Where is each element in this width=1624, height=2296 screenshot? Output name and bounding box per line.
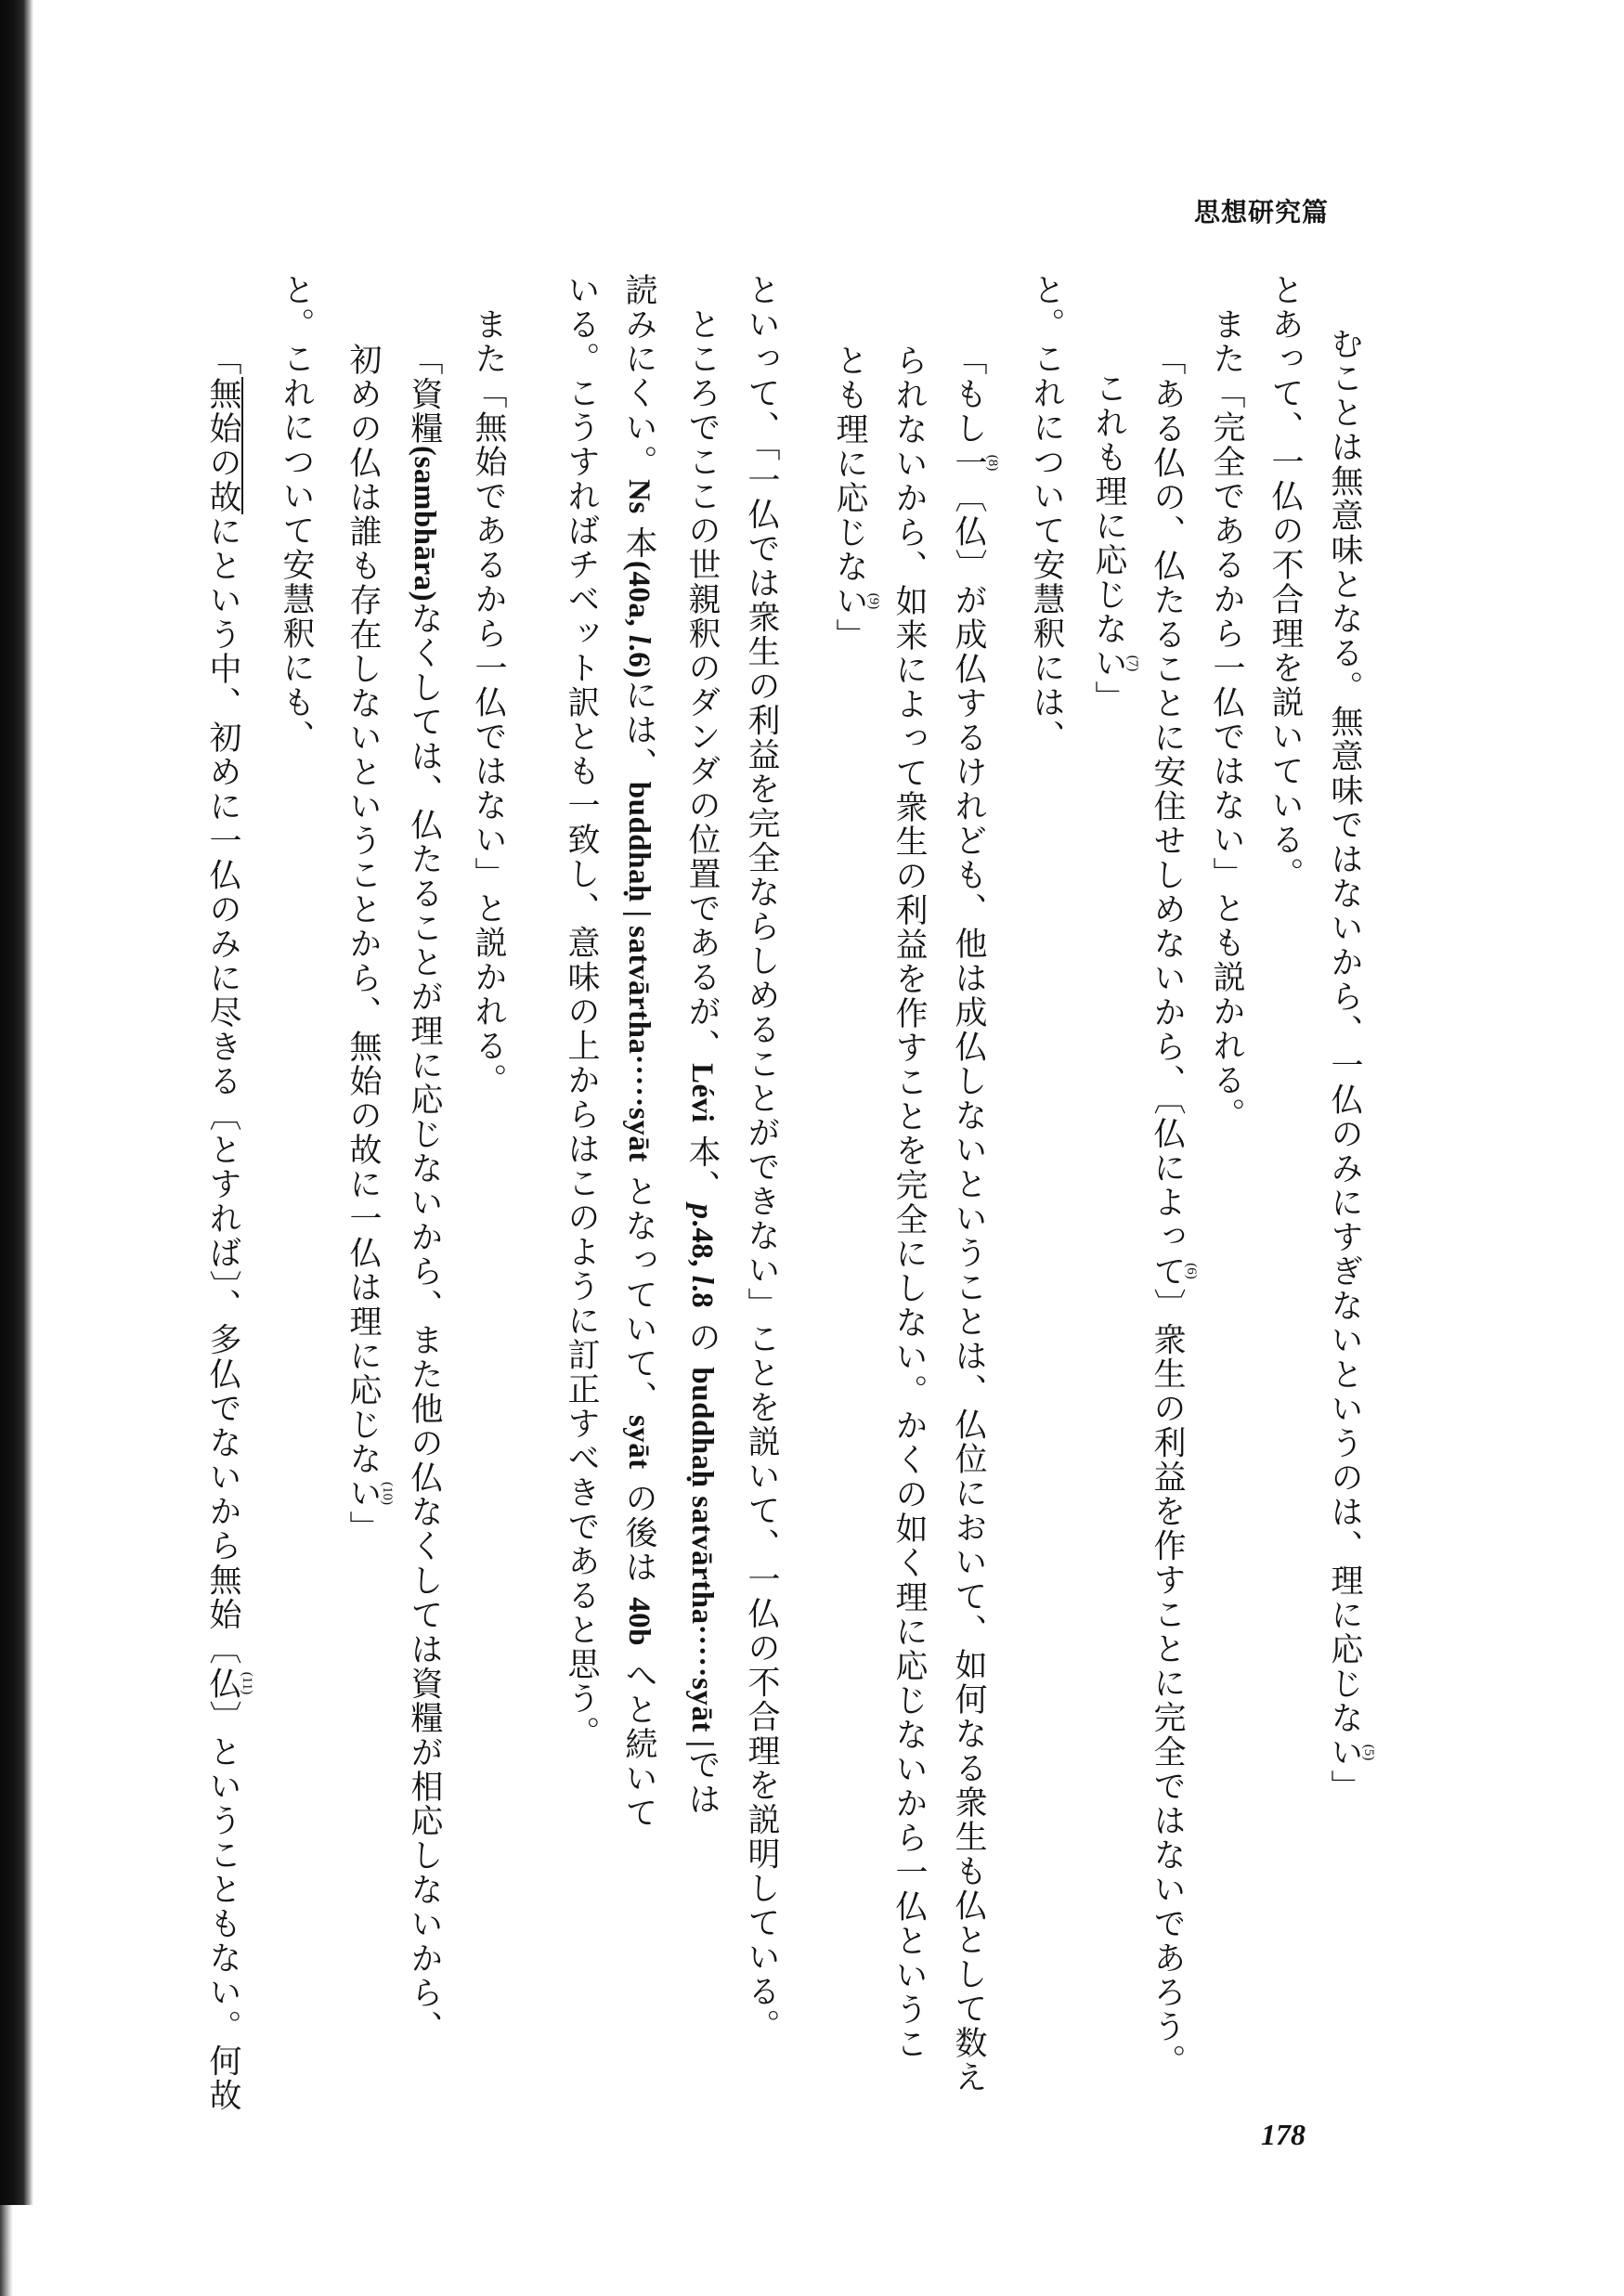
- text-column: [564, 273, 599, 1750]
- footnote-ref: [1149, 1253, 1199, 1289]
- text-run: 〕ということもない。何故: [204, 1700, 241, 2113]
- text-column: [1267, 273, 1303, 891]
- scan-edge-shadow: [0, 0, 33, 2205]
- text-column: [951, 343, 1000, 2095]
- text-column: [471, 307, 506, 1097]
- footnote-ref-base: い: [1326, 1735, 1363, 1770]
- footnote-ref: [1090, 646, 1140, 681]
- italic-run: p: [685, 1203, 719, 1220]
- text-column: [407, 343, 442, 2044]
- text-column: [891, 344, 927, 2061]
- latin-run: Ns: [622, 479, 656, 514]
- footnote-ref-base: い: [1090, 646, 1127, 681]
- text-run: 」: [1326, 1770, 1363, 1804]
- italic-run: l: [622, 634, 656, 644]
- sidelined-text: 無始の故: [204, 377, 241, 514]
- text-run: 「ある仏の、仏たることに安住せしめないから、〔仏によっ: [1149, 343, 1186, 1254]
- footnote-marker: (7): [1125, 646, 1140, 681]
- text-run: とあって、一仏の不合理を説いている。: [1267, 273, 1304, 891]
- italic-run: l: [685, 1275, 719, 1285]
- latin-run: .6): [622, 643, 656, 679]
- text-column: [684, 307, 720, 1816]
- footnote-ref: [204, 1666, 254, 1701]
- text-run: とも理に応じな: [831, 344, 868, 584]
- text-run: には、: [620, 678, 657, 782]
- text-run: といって、「一仏では衆生の利益を完全ならしめることができない」ことを説いて、一仏の不合理を説明している。: [743, 273, 780, 2043]
- text-run: となっていて、: [620, 1161, 657, 1415]
- text-run: 本: [620, 513, 657, 561]
- text-column: [1091, 371, 1140, 715]
- text-column: [744, 273, 779, 2043]
- text-run: られないから、如来によって衆生の利益を作すことを完全にしない。かくの如く理に応じないから一仏というこ: [890, 344, 928, 2061]
- text-run: の: [683, 1308, 721, 1368]
- text-run: 「資糧: [406, 343, 443, 446]
- latin-run: 40b: [622, 1597, 656, 1646]
- footnote-ref-base: 一: [950, 446, 987, 480]
- footnote-marker: (8): [985, 446, 1000, 480]
- footnote-marker: (5): [1361, 1735, 1376, 1770]
- text-run: 初めの仏は誰も存在しないということから、無始の故に一仏は理に応じな: [344, 343, 382, 1476]
- latin-run: (40a,: [622, 560, 656, 635]
- footnote-ref: [831, 584, 881, 618]
- text-run: 」: [831, 618, 868, 653]
- footnote-ref: [950, 446, 1000, 480]
- text-column: [205, 343, 254, 2113]
- text-run: にという中、初めに一仏のみに尽きる〔とすれば〕、多仏でないから無始〔: [204, 514, 241, 1667]
- text-run: 「もし: [950, 343, 987, 446]
- text-run: 「: [204, 343, 241, 377]
- text-run: 読みにくい。: [620, 273, 657, 479]
- footnote-marker: (11): [240, 1666, 254, 1701]
- latin-run: .48,: [685, 1219, 719, 1276]
- footnote-ref-base: い: [831, 584, 868, 618]
- scan-edge-shadow-tail: [0, 2205, 13, 2296]
- text-column: [1327, 327, 1376, 1804]
- page-number: 178: [1261, 2118, 1306, 2151]
- text-run: むことは無意味となる。無意味ではないから、一仏のみにすぎないというのは、理に応じな: [1326, 327, 1363, 1735]
- latin-run: .8: [685, 1284, 719, 1309]
- text-run: なくしては、仏たることが理に応じないから、また他の仏なくしては資糧が相応しないから、: [406, 602, 443, 2045]
- footnote-ref: [344, 1476, 395, 1511]
- text-run: また「完全であるから一仏ではない」とも説かれる。: [1208, 307, 1245, 1132]
- text-run: 」: [1090, 681, 1127, 715]
- text-run: また「無始であるから一仏ではない」と説かれる。: [470, 307, 507, 1097]
- text-column: [621, 273, 656, 1830]
- latin-run: Lévi: [685, 1063, 719, 1123]
- footnote-ref-base: い: [344, 1476, 382, 1511]
- text-run: ところでここの世親釈のダンダの位置であるが、: [683, 307, 721, 1063]
- text-run: の後は: [620, 1469, 657, 1598]
- latin-run: (sambhāra): [408, 446, 441, 603]
- latin-run: syāt: [622, 1414, 656, 1470]
- footnote-marker: (10): [380, 1476, 395, 1511]
- footnote-ref-base: 仏: [204, 1666, 241, 1701]
- footnote-ref-base: て: [1149, 1253, 1186, 1289]
- text-run: へと続いて: [620, 1645, 657, 1831]
- text-run: 」: [344, 1511, 382, 1545]
- text-run: これも理に応じな: [1090, 371, 1127, 646]
- footnote-marker: (9): [866, 584, 881, 618]
- text-run: 本、: [683, 1122, 721, 1204]
- text-column: [345, 343, 395, 1545]
- text-run: と。これについて安慧釈にも、: [278, 273, 315, 754]
- footnote-marker: (6): [1184, 1253, 1199, 1289]
- text-column: [832, 344, 881, 653]
- text-run: いる。こうすればチベット訳とも一致し、意味の上からはこのように訂正すべきであると思う。: [563, 273, 600, 1750]
- text-column: [1029, 273, 1064, 754]
- running-head: 思想研究篇: [1194, 197, 1330, 227]
- footnote-ref: [1326, 1735, 1376, 1770]
- text-run: と。これについて安慧釈には、: [1028, 273, 1065, 754]
- latin-run: buddhaḥ | satvārtha·····syāt: [622, 781, 656, 1162]
- text-run: では: [683, 1747, 721, 1817]
- text-column: [279, 273, 314, 754]
- text-run: 〕衆生の利益を作すことに完全ではないであろう。: [1149, 1288, 1186, 2079]
- text-column: [1150, 343, 1199, 2079]
- text-run: 〔仏〕が成仏するけれども、他は成仏しないということは、仏位において、如何なる衆生も仏として数え: [950, 480, 987, 2095]
- latin-run: buddhaḥ satvārtha·····syāt |: [685, 1367, 719, 1748]
- text-column: [1209, 307, 1244, 1132]
